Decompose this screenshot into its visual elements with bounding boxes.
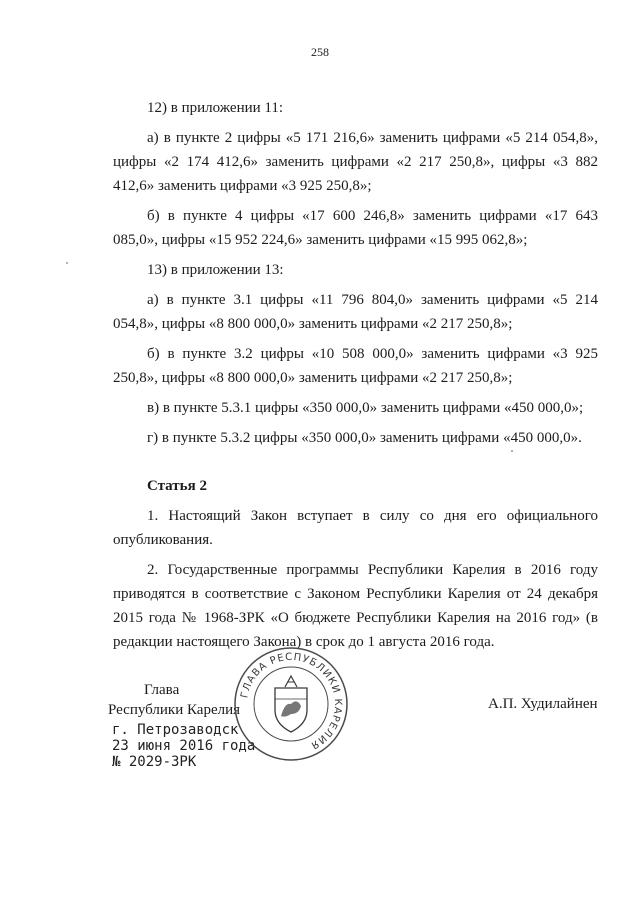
- article-paragraph: 1. Настоящий Закон вступает в силу со дня его официального опубликования.: [113, 508, 598, 548]
- paragraph: 13) в приложении 13:: [147, 262, 284, 278]
- article-heading: Статья 2: [147, 478, 207, 494]
- scan-speck: [66, 262, 68, 264]
- page-number: 258: [311, 45, 329, 59]
- signatory-title-line1: Глава: [144, 682, 180, 698]
- seal-ring-text: ГЛАВА РЕСПУБЛИКИ КАРЕЛИЯ: [239, 651, 344, 751]
- paragraph: в) в пункте 5.3.1 цифры «350 000,0» заменить цифрами «450 000,0»;: [147, 400, 584, 416]
- spacer: [113, 456, 598, 474]
- official-seal-icon: [233, 646, 349, 762]
- paragraph: а) в пункте 3.1 цифры «11 796 804,0» заменить цифрами «5 214 054,8», цифры «8 800 000,0» заменить цифрами «2 217 250,8»;: [113, 292, 598, 332]
- paragraph: 12) в приложении 11:: [147, 100, 284, 116]
- signatory-title: [108, 680, 240, 720]
- document-body: [113, 96, 598, 660]
- signatory-title-line2: Республики Карелия: [108, 702, 241, 718]
- article-paragraph: 2. Государственные программы Республики Карелия в 2016 году приводятся в соответствие с Законом Республики Карелия от 24 декабря 2015 года № 1968-ЗРК «О бюджете Республики Карелия на 2016 год» (в редакции настоящего Закона) в срок до 1 августа 2016 года.: [113, 562, 598, 650]
- stamp-number: № 2029-ЗРК: [112, 754, 197, 770]
- paragraph: а) в пункте 2 цифры «5 171 216,6» заменить цифрами «5 214 054,8», цифры «2 174 412,6» заменить цифрами «2 217 250,8», цифры «3 882 412,6» заменить цифрами «3 925 250,8»;: [113, 130, 598, 194]
- paragraph: г) в пункте 5.3.2 цифры «350 000,0» заменить цифрами «450 000,0».: [147, 430, 582, 446]
- signatory-name: А.П. Худилайнен: [488, 696, 598, 712]
- stamp-city: г. Петрозаводск: [112, 722, 239, 738]
- stamp-date: 23 июня 2016 года: [112, 738, 256, 754]
- paragraph: б) в пункте 4 цифры «17 600 246,8» заменить цифрами «17 643 085,0», цифры «15 952 224,6» заменить цифрами «15 995 062,8»;: [113, 208, 598, 248]
- scan-speck: [511, 450, 513, 452]
- paragraph: б) в пункте 3.2 цифры «10 508 000,0» заменить цифрами «3 925 250,8», цифры «8 800 000,0» заменить цифрами «2 217 250,8»;: [113, 346, 598, 386]
